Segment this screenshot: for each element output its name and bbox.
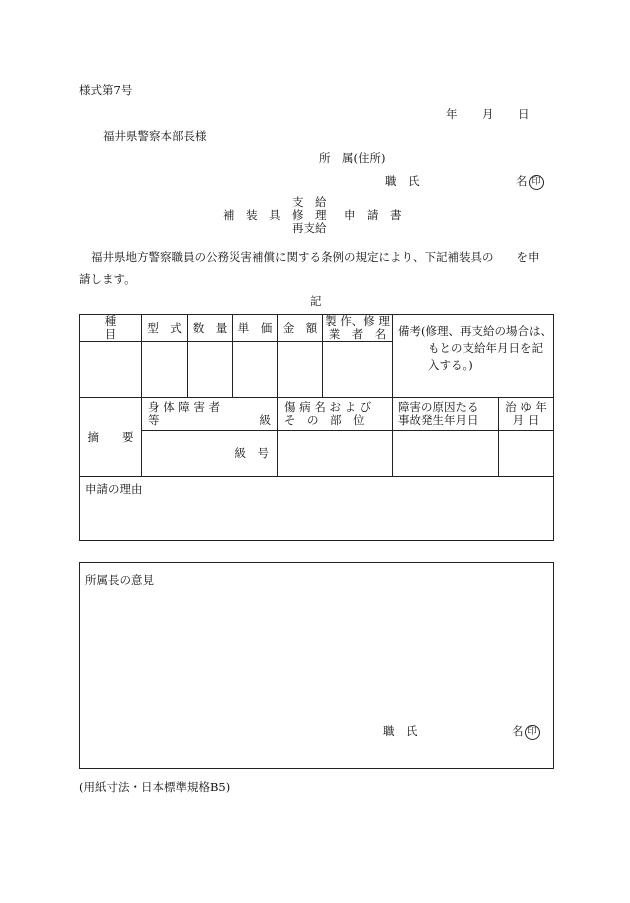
injury-line1: 傷 病 名 お よ び	[284, 400, 372, 414]
injury-cell[interactable]	[278, 431, 393, 477]
footer-note: (用紙寸法・日本標準規格B5)	[79, 780, 231, 794]
header-quantity: 数 量	[188, 315, 233, 342]
title-top-line: 支 給	[292, 195, 327, 209]
disability-line2-right: 級	[259, 413, 271, 427]
injury-line2: そ の 部 位	[284, 413, 365, 427]
body-text-line1: 福井県地方警察職員の公務災害補償に関する条例の規定により、下記補装具の を申	[91, 250, 540, 264]
supervisor-opinion-box[interactable]	[79, 562, 554, 769]
date-month-label: 月	[482, 107, 494, 121]
remarks-line3: 入する。)	[428, 358, 473, 372]
header-maker	[323, 315, 393, 342]
title-main-left: 補 装 具	[223, 208, 281, 222]
remarks-line2: もとの支給年月日を記	[428, 341, 543, 355]
form-number: 様式第7号	[79, 83, 133, 97]
cell-model[interactable]	[142, 342, 188, 398]
grade-cell[interactable]: 級 号	[142, 431, 278, 477]
date-day-label: 日	[518, 107, 530, 121]
header-remarks	[393, 315, 554, 398]
cause-header	[393, 398, 499, 431]
header-unit-price: 単 価	[233, 315, 278, 342]
date-year-label: 年	[446, 107, 458, 121]
opinion-position-label: 職 氏	[383, 724, 418, 738]
injury-header	[278, 398, 393, 431]
cure-date-header: 治 ゆ 年 月 日	[499, 398, 554, 431]
header-amount: 金 額	[278, 315, 323, 342]
cell-quantity[interactable]	[188, 342, 233, 398]
title-bottom-line: 再支給	[292, 221, 327, 235]
body-text-line2: 請します。	[79, 272, 136, 286]
header-maker-line2: 業 者 名	[328, 327, 387, 341]
seal-mark-icon: 印	[529, 175, 544, 190]
cell-unit-price[interactable]	[233, 342, 278, 398]
remarks-line1: 備考(修理、再支給の場合は、	[398, 324, 552, 338]
cell-type[interactable]	[80, 342, 142, 398]
opinion-seal-mark-icon: 印	[525, 725, 540, 740]
title-main-right: 申 請 書	[344, 208, 402, 222]
applicant-name-text: 名	[516, 174, 528, 188]
opinion-name-label	[512, 723, 540, 740]
cause-line2: 事故発生年月日	[398, 413, 479, 427]
cause-line1: 障害の原因たる	[398, 400, 479, 414]
opinion-name-text: 名	[512, 724, 524, 738]
cell-amount[interactable]	[278, 342, 323, 398]
summary-label: 摘 要	[80, 398, 142, 477]
applicant-position-label: 職 氏	[385, 174, 420, 188]
applicant-name-label	[516, 173, 544, 190]
header-maker-line1: 製 作、修 理	[325, 314, 390, 328]
application-table	[79, 314, 554, 541]
disability-line1: 身 体 障 害 者	[148, 400, 221, 414]
cure-date-cell[interactable]	[499, 431, 554, 477]
reason-cell[interactable]	[80, 477, 554, 541]
disability-line2-left: 等	[148, 413, 160, 427]
opinion-label: 所属長の意見	[85, 573, 154, 587]
addressee: 福井県警察本部長様	[103, 129, 207, 143]
cell-maker[interactable]	[323, 342, 393, 398]
disability-header	[142, 398, 278, 431]
cause-cell[interactable]	[393, 431, 499, 477]
affiliation-label: 所 属(住所)	[319, 151, 386, 165]
reason-label: 申請の理由	[85, 482, 143, 496]
header-type: 種 目	[80, 315, 142, 342]
title-main-mid: 修 理	[292, 208, 327, 222]
ki-heading: 記	[310, 294, 322, 308]
header-model: 型 式	[142, 315, 188, 342]
